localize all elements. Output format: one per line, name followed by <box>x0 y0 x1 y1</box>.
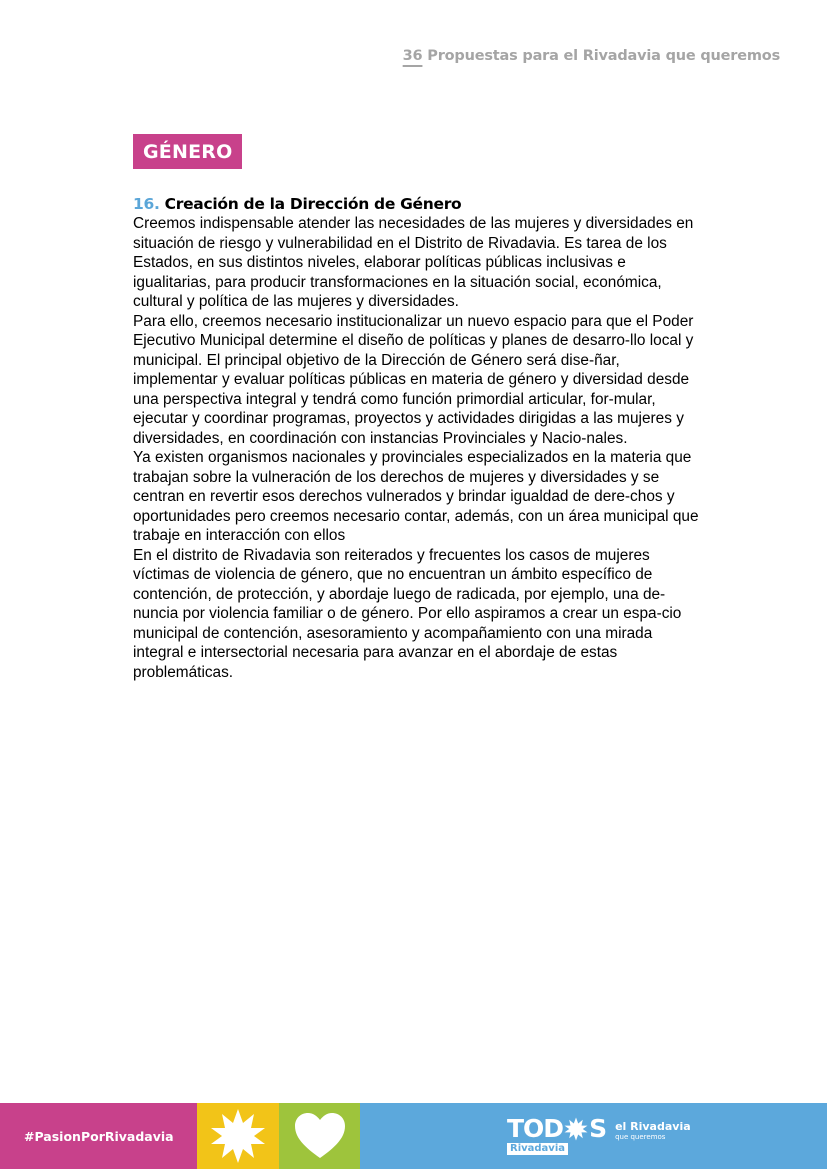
paragraph: Creemos indispensable atender las necesidades de las mujeres y diversidades en situación de riesgo y vulnerabilidad en el Distrito de Rivadavia. Es tarea de los Estados, en sus distintos niveles, elaborar políticas públicas inclusivas e igualitarias, para producir transformaciones en la situación social, económica, cultural y política de las mujeres y diversidades. <box>133 215 694 310</box>
page-number: 36 <box>402 48 423 64</box>
item-number: 16. <box>133 195 160 213</box>
document-body <box>133 194 705 682</box>
logo-text-right: S <box>589 1114 607 1143</box>
footer-sun-block <box>197 1103 279 1169</box>
footer-hashtag: #PasionPorRivadavia <box>24 1128 174 1144</box>
item-heading <box>133 194 705 214</box>
heart-icon <box>293 1112 347 1160</box>
item-title: Creación de la Dirección de Género <box>164 195 462 213</box>
footer-logo-block <box>360 1103 827 1169</box>
paragraph: Para ello, creemos necesario institucionalizar un nuevo espacio para que el Poder Ejecutivo Municipal determine el diseño de políticas y planes de desarro-llo local y municipal. El principal objetivo de la Dirección de Género será dise-ñar, implementar y evaluar políticas públicas en materia de género y diversidad desde una perspectiva integral y tendrá como función primordial articular, for-mular, ejecutar y coordinar programas, proyectos y actividades dirigidas a las mujeres y diversidades, en coordinación con instancias Provinciales y Nacio-nales. <box>133 312 694 447</box>
footer-hashtag-block <box>0 1103 197 1169</box>
tagline-main: el Rivadavia <box>615 1120 691 1133</box>
paragraph: Ya existen organismos nacionales y provinciales especializados en la materia que trabajan sobre la vulneración de los derechos de mujeres y diversidades y se centran en revertir esos derechos vulnerados y brindar igualdad de dere-chos y oportunidades pero creemos necesario contar, además, con un área municipal que trabaje en interacción con ellos <box>133 449 699 544</box>
footer-bar <box>0 1103 827 1169</box>
logo-subtitle: Rivadavia <box>507 1143 568 1155</box>
tagline-sub: que queremos <box>615 1133 666 1141</box>
paragraph: En el distrito de Rivadavia son reiterados y frecuentes los casos de mujeres víctimas de violencia de género, que no encuentran un ámbito específico de contención, de protección, y abordaje luego de radicada, por ejemplo, una de-nuncia por violencia familiar o de género. Por ello aspiramos a crear un espa-cio municipal de contención, asesoramiento y acompañamiento con una mirada integral e intersectorial necesaria para avanzar en el abordaje de estas problemáticas. <box>133 546 682 681</box>
header-title: Propuestas para el Rivadavia que queremos <box>427 48 780 64</box>
sun-icon <box>209 1107 267 1165</box>
logo-tagline <box>615 1121 691 1141</box>
section-badge: GÉNERO <box>133 134 242 169</box>
logo-sun-icon <box>564 1117 588 1141</box>
footer-heart-block <box>279 1103 360 1169</box>
todos-logo <box>507 1116 691 1155</box>
logo-text-left: TOD <box>507 1114 564 1143</box>
page-header <box>403 48 780 64</box>
